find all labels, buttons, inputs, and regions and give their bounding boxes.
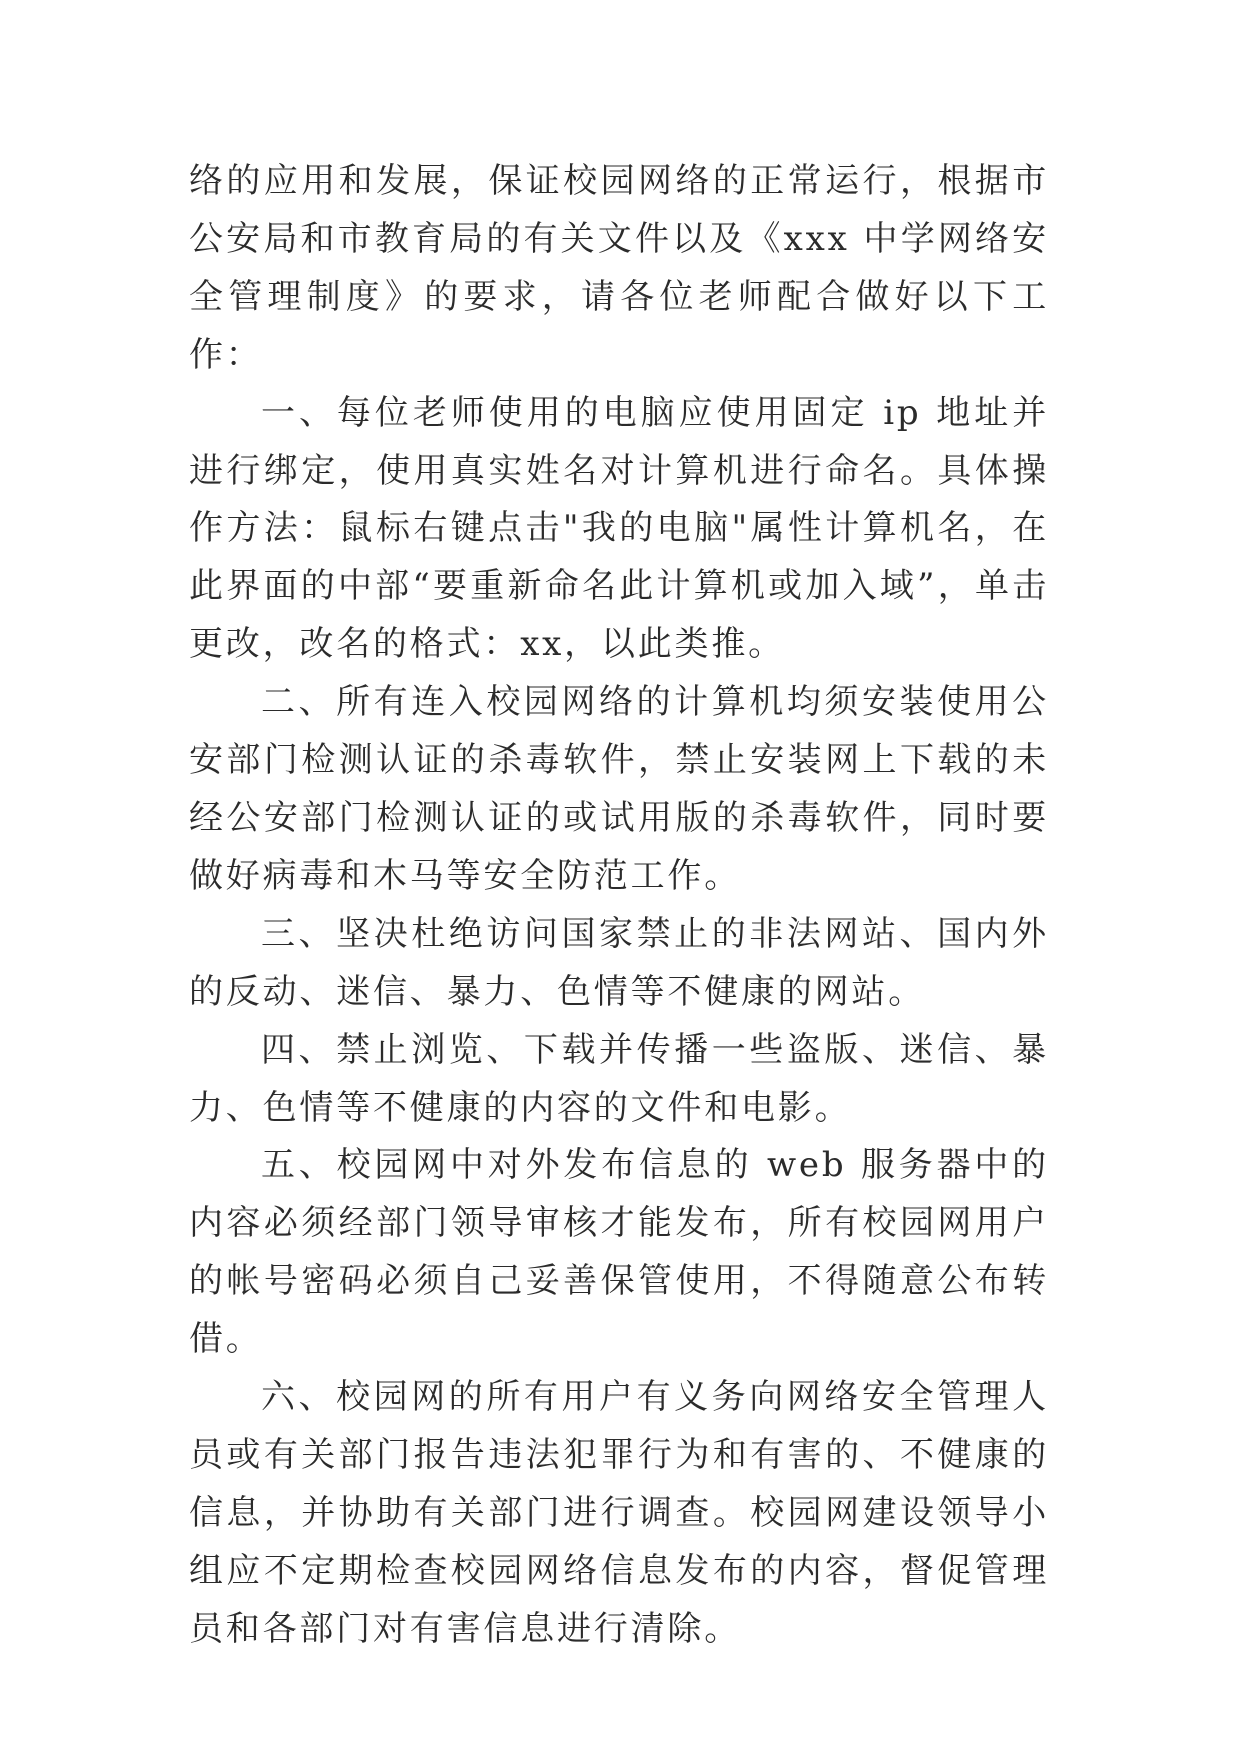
paragraph-item-4: 四、禁止浏览、下载并传播一些盗版、迷信、暴力、色情等不健康的内容的文件和电影。 [189, 1029, 1049, 1128]
paragraph-item-1: 一、每位老师使用的电脑应使用固定 ip 地址并进行绑定，使用真实姓名对计算机进行命名。具体操作方法：鼠标右键点击"我的电脑"属性计算机名，在此界面的中部“要重新命名此计算机或加入域”，单击更改，改名的格式：xx，以此类推。 [189, 392, 1049, 665]
paragraph-item-6: 六、校园网的所有用户有义务向网络安全管理人员或有关部门报告违法犯罪行为和有害的、不健康的信息，并协助有关部门进行调查。校园网建设领导小组应不定期检查校园网络信息发布的内容，督促管理员和各部门对有害信息进行清除。 [189, 1377, 1049, 1649]
paragraph-item-2: 二、所有连入校园网络的计算机均须安装使用公安部门检测认证的杀毒软件，禁止安装网上下载的未经公安部门检测认证的或试用版的杀毒软件，同时要做好病毒和木马等安全防范工作。 [189, 682, 1049, 896]
paragraph-item-3: 三、坚决杜绝访问国家禁止的非法网站、国内外的反动、迷信、暴力、色情等不健康的网站。 [189, 913, 1049, 1012]
document-body [189, 153, 1049, 1659]
paragraph-intro: 络的应用和发展，保证校园网络的正常运行，根据市公安局和市教育局的有关文件以及《xxx 中学网络安全管理制度》的要求，请各位老师配合做好以下工作： [189, 161, 1049, 375]
paragraph-item-5: 五、校园网中对外发布信息的 web 服务器中的内容必须经部门领导审核才能发布，所有校园网用户的帐号密码必须自己妥善保管使用，不得随意公布转借。 [189, 1145, 1049, 1360]
